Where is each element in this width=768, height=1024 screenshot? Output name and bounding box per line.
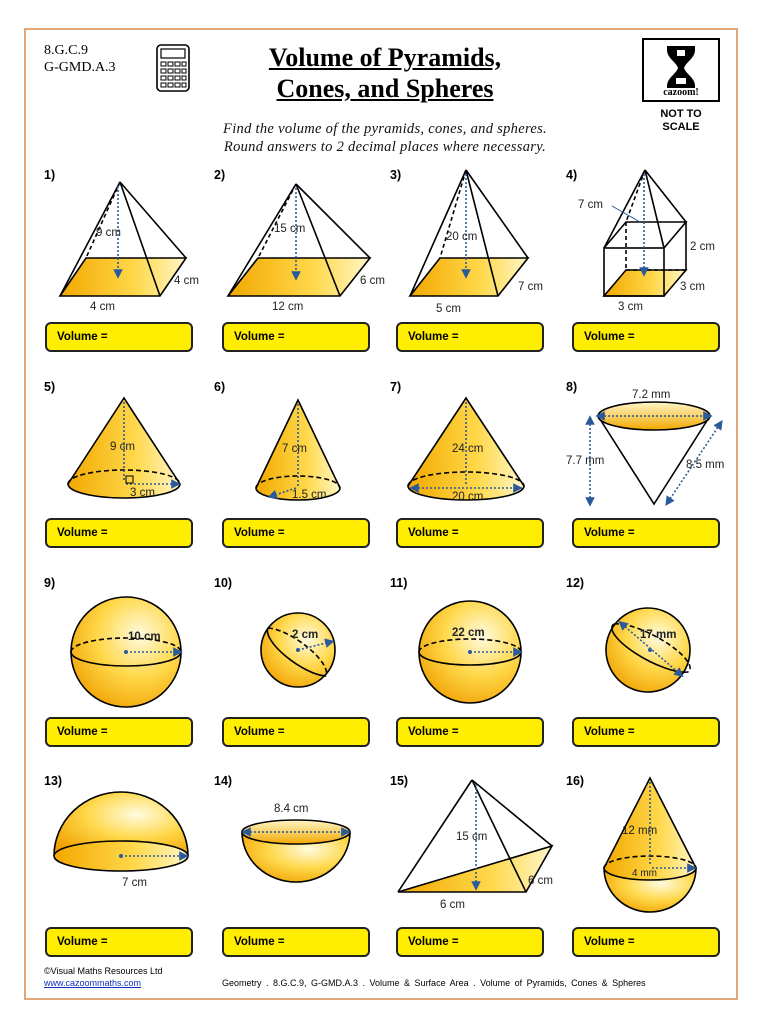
answer-box[interactable]: Volume = xyxy=(45,927,193,957)
inverted-cone-8 xyxy=(590,402,720,504)
problem-number: 8) xyxy=(566,380,578,394)
dimension-label: 6 cm xyxy=(528,875,553,887)
problem-number: 6) xyxy=(214,380,226,394)
hemisphere-bowl-14 xyxy=(242,820,350,882)
instruction-line: Round answers to 2 decimal places where necessary. xyxy=(223,139,547,155)
problem-number: 15) xyxy=(390,774,409,788)
instruction-line: Find the volume of the pyramids, cones, and spheres. xyxy=(223,121,547,137)
sphere-9 xyxy=(71,597,181,707)
problem-number: 13) xyxy=(44,774,63,788)
dimension-label: 9 cm xyxy=(96,227,121,239)
website-link[interactable]: www.cazoommaths.com xyxy=(44,978,142,988)
problem-number: 2) xyxy=(214,168,226,182)
note-line: SCALE xyxy=(662,121,700,133)
answer-box[interactable]: Volume = xyxy=(45,717,193,747)
sphere-12 xyxy=(606,608,690,692)
answer-box[interactable]: Volume = xyxy=(572,927,720,957)
answer-box[interactable]: Volume = xyxy=(45,322,193,352)
problem-number: 9) xyxy=(44,576,56,590)
dimension-label: 10 cm xyxy=(128,631,161,643)
square-pyramid-1 xyxy=(60,182,186,296)
problem-number: 14) xyxy=(214,774,233,788)
standard-code: G-GMD.A.3 xyxy=(44,60,116,75)
dimension-label: 7 cm xyxy=(518,281,543,293)
logo-text: cazoom! xyxy=(663,87,699,98)
problem-number: 10) xyxy=(214,576,233,590)
answer-box[interactable]: Volume = xyxy=(572,518,720,548)
problem-number: 16) xyxy=(566,774,585,788)
answer-box[interactable]: Volume = xyxy=(396,322,544,352)
dimension-label: 12 cm xyxy=(272,301,304,313)
sphere-11 xyxy=(419,601,521,703)
dimension-label: 17 mm xyxy=(640,629,677,641)
dimension-label: 7.7 mm xyxy=(566,455,605,467)
answer-box[interactable]: Volume = xyxy=(45,518,193,548)
dimension-label: 7 cm xyxy=(122,877,147,889)
answer-box[interactable]: Volume = xyxy=(222,322,370,352)
dimension-label: 6 cm xyxy=(440,899,465,911)
problem-number: 5) xyxy=(44,380,56,394)
title-line: Volume of Pyramids, xyxy=(268,43,502,72)
dimension-label: 3 cm xyxy=(130,487,155,499)
dimension-label: 7 cm xyxy=(578,199,603,211)
dimension-label: 20 cm xyxy=(452,491,484,503)
dimension-label: 3 cm xyxy=(618,301,643,313)
dimension-label: 6 cm xyxy=(360,275,385,287)
dimension-label: 4 cm xyxy=(90,301,115,313)
dimension-label: 22 cm xyxy=(452,627,485,639)
dimension-label: 20 cm xyxy=(446,231,478,243)
answer-box[interactable]: Volume = xyxy=(396,518,544,548)
dimension-label: 7.2 mm xyxy=(632,389,671,401)
standard-code: 8.G.C.9 xyxy=(44,43,88,58)
answer-box[interactable]: Volume = xyxy=(572,717,720,747)
dimension-label: 15 cm xyxy=(456,831,488,843)
dimension-label: 2 cm xyxy=(690,241,715,253)
dimension-label: 9 cm xyxy=(110,441,135,453)
rectangular-pyramid-2 xyxy=(228,184,370,296)
dimension-label: 15 cm xyxy=(274,223,306,235)
dimension-label: 8.4 cm xyxy=(274,803,309,815)
dimension-label: 24 cm xyxy=(452,443,484,455)
dimension-label: 1.5 cm xyxy=(292,489,327,501)
dimension-label: 4 cm xyxy=(174,275,199,287)
dimension-label: 7 cm xyxy=(282,443,307,455)
answer-box[interactable]: Volume = xyxy=(572,322,720,352)
hemisphere-13 xyxy=(54,792,188,871)
problem-number: 1) xyxy=(44,168,56,182)
dimension-label: 3 cm xyxy=(680,281,705,293)
footer-info: Geometry . 8.G.C.9, G-GMD.A.3 . Volume & Surface Area . Volume of Pyramids, Cones & Spheres xyxy=(222,978,646,988)
answer-box[interactable]: Volume = xyxy=(396,927,544,957)
dimension-label: 2 cm xyxy=(292,629,319,641)
problem-number: 7) xyxy=(390,380,402,394)
answer-box[interactable]: Volume = xyxy=(396,717,544,747)
dimension-label: 8.5 mm xyxy=(686,459,725,471)
problem-number: 3) xyxy=(390,168,402,182)
problem-number: 11) xyxy=(390,576,408,590)
copyright: ©Visual Maths Resources Ltd xyxy=(44,966,163,976)
problem-number: 4) xyxy=(566,168,578,182)
problem-number: 12) xyxy=(566,576,585,590)
dimension-label: 12 mm xyxy=(622,825,658,837)
answer-box[interactable]: Volume = xyxy=(222,717,370,747)
dimension-label: 5 cm xyxy=(436,303,461,315)
title-line: Cones, and Spheres xyxy=(276,74,494,103)
cone-on-hemisphere-16 xyxy=(604,778,696,912)
answer-box[interactable]: Volume = xyxy=(222,927,370,957)
dimension-label: 4 mm xyxy=(632,868,657,879)
note-line: NOT TO xyxy=(660,108,702,120)
pyramid-on-prism-4 xyxy=(604,170,686,296)
sphere-10 xyxy=(261,613,335,687)
answer-box[interactable]: Volume = xyxy=(222,518,370,548)
